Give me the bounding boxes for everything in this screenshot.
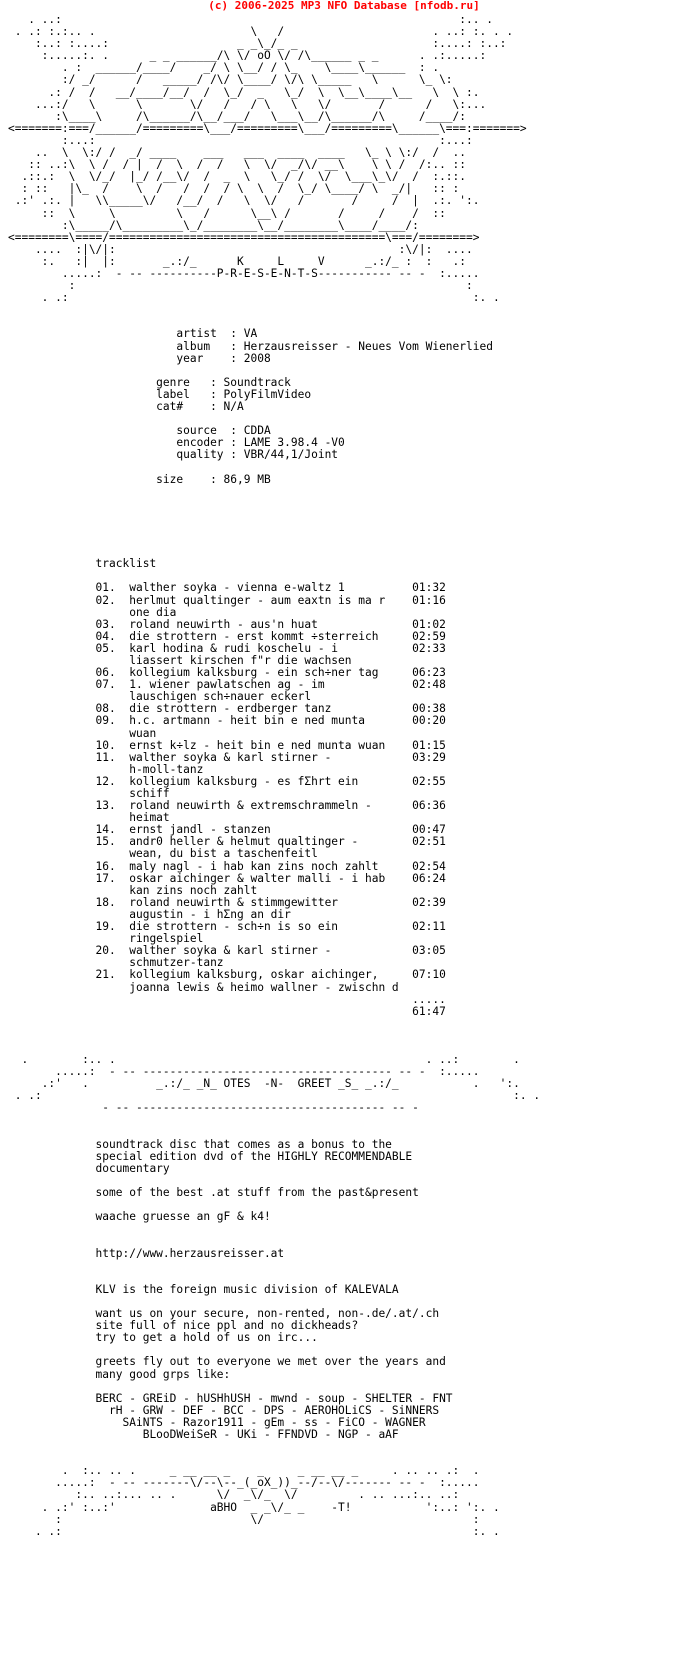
nfo-line: .. \ \:/ / _/ ____ ___ ___ ____ ____ \_ \ \:/ / .. xyxy=(8,146,467,160)
nfo-line: documentary xyxy=(8,1161,170,1175)
nfo-line: :.....:. . _ _ ______/\ \/ oO \/ /\______ _ _ . .:.....: xyxy=(8,49,487,63)
nfo-line: lauschigen sch÷nauer eckerl xyxy=(8,690,312,704)
nfo-line: schiff xyxy=(8,787,170,800)
nfo-line: : : xyxy=(8,279,473,293)
nfo-line xyxy=(8,1018,540,1030)
nfo-line: special edition dvd of the HIGHLY RECOMMENDABLE xyxy=(8,1149,413,1163)
nfo-line: . .: :. . xyxy=(8,1089,541,1103)
nfo-line: 21. kollegium kalksburg, oskar aichinger, 07:10 xyxy=(8,968,446,982)
nfo-line: :. :| |: _.:/_ K L V _.:/_ : : .: xyxy=(8,254,467,268)
nfo-line: .....: - -- ----------P-R-E-S-E-N-T-S----------- -- - :..... xyxy=(8,266,480,280)
nfo-line xyxy=(8,1235,540,1247)
nfo-line: album : Herzausreisser - Neues Vom Wienerlied xyxy=(8,339,493,353)
nfo-line: 15. andr0 heller & helmut qualtinger - 02:51 xyxy=(8,835,446,849)
nfo-line: <=======:===/______/=========\___/=========\___/=========\______\===:=======> xyxy=(8,121,527,135)
nfo-line: joanna lewis & heimo wallner - zwischn d xyxy=(8,980,399,994)
nfo-line: liassert kirschen f"r die wachsen xyxy=(8,653,352,667)
nfo-line: SAiNTS - Razor1911 - gEm - ss - FiCO - WAGNER xyxy=(8,1415,426,1429)
nfo-line: 12. kollegium kalksburg - es fΣhrt ein 02:55 xyxy=(8,774,446,788)
nfo-line xyxy=(8,1127,540,1139)
nfo-text xyxy=(8,14,540,1538)
nfo-line: kan zins noch zahlt xyxy=(8,883,258,897)
nfo-line: 18. roland neuwirth & stimmgewitter 02:39 xyxy=(8,895,446,909)
nfo-line: ringelspiel xyxy=(8,932,204,946)
nfo-line xyxy=(8,498,540,510)
nfo-line xyxy=(8,1115,540,1127)
nfo-line xyxy=(8,1441,540,1453)
nfo-line: . :.. .. . _ __ __ _ _ _ __ __ _ . .. .. .: . xyxy=(8,1464,480,1478)
nfo-line: 11. walther soyka & karl stirner - 03:29 xyxy=(8,750,446,764)
nfo-line: wuan xyxy=(8,726,157,740)
nfo-line: try to get a hold of us on irc... xyxy=(8,1331,318,1345)
nfo-line: . .:' :..:' aBHO _ _\/_ _ -T! ':..: ':. . xyxy=(8,1500,500,1514)
nfo-line: :.. ..:... .. . \/ _\/_ \/ . .. ...:.. ..: xyxy=(8,1488,460,1502)
nfo-line: rH - GRW - DEF - BCC - DPS - AEROHOLiCS - SiNNERS xyxy=(8,1403,440,1417)
nfo-line: . :.. . . ..: . xyxy=(8,1053,520,1067)
nfo-line xyxy=(8,510,540,522)
nfo-line: http://www.herzausreisser.at xyxy=(8,1246,285,1260)
nfo-line: :\____\ /\______/\__/___/ \___\__/\______/\ /____/: xyxy=(8,109,467,123)
nfo-line: label : PolyFilmVideo xyxy=(8,387,312,401)
nfo-line xyxy=(8,304,540,316)
nfo-line: BLooDWeiSeR - UKi - FFNDVD - NGP - aAF xyxy=(8,1427,399,1441)
nfo-line: wean, du bist a taschenfeitl xyxy=(8,847,318,861)
nfo-line: . : ______/____/ _/ \ \__/ / \_ \____\______ : . xyxy=(8,61,440,75)
nfo-line: 04. die strottern - erst kommt ÷sterreich 02:59 xyxy=(8,629,446,643)
nfo-line xyxy=(8,1030,540,1042)
nfo-line: tracklist xyxy=(8,557,157,571)
nfo-line xyxy=(8,1223,540,1235)
nfo-line: one dia xyxy=(8,605,177,619)
nfo-line: augustin - i hΣng an dir xyxy=(8,907,291,921)
nfo-line: : :: |\_ / \ / / / / \ \ / \_/ \____/ \ _/| :: : xyxy=(8,182,460,196)
nfo-line: .:' .:. | \\_____\/ /__/ / \ \/ / / / | .:. ':. xyxy=(8,194,480,208)
nfo-line: . .: :. . xyxy=(8,291,500,305)
nfo-line: cat# : N/A xyxy=(8,400,244,413)
nfo-line xyxy=(8,534,540,546)
nfo-line: - -- ------------------------------------- -- - xyxy=(8,1101,419,1115)
nfo-line: .::.: \ \/_/ |_/ /__\/ / _ \ \_/ / \/ \___\_\/ / :.::. xyxy=(8,170,467,184)
nfo-line xyxy=(8,486,540,498)
nfo-line: 13. roland neuwirth & extremschrammeln - 06:36 xyxy=(8,799,446,813)
nfo-line: 10. ernst k÷lz - heit bin e ned munta wuan 01:15 xyxy=(8,738,446,752)
nfo-line: <========\====/=========================================\===/========> xyxy=(8,230,480,244)
nfo-line: 03. roland neuwirth - aus'n huat 01:02 xyxy=(8,617,446,631)
nfo-line: . .: :.:.. . \ / . ..: :. . . xyxy=(8,25,514,39)
nfo-line: :: \ \ \ / \__\ / / / / :: xyxy=(8,206,446,220)
nfo-line: 06. kollegium kalksburg - ein sch÷ner tag 06:23 xyxy=(8,666,446,680)
nfo-line xyxy=(8,1381,540,1393)
nfo-line: 17. oskar aichinger & walter malli - i hab 06:24 xyxy=(8,871,446,885)
nfo-line: :: ..:\ \ / / | / \ / / \ \/ _/\/ __\ \ \ / /:.. :: xyxy=(8,158,467,172)
nfo-line: .....: - -- ------------------------------------- -- - :..... xyxy=(8,1065,480,1079)
nfo-line xyxy=(8,365,540,377)
nfo-line: . .: :. . xyxy=(8,1524,500,1538)
nfo-line: genre : Soundtrack xyxy=(8,375,291,389)
nfo-line: . ..: :.. . xyxy=(8,13,493,26)
nfo-line xyxy=(8,1260,540,1272)
nfo-line: 02. herlmut qualtinger - aum eaxtn is ma r 01:16 xyxy=(8,593,446,607)
nfo-line: :..: :....: _ _\_/_ _ :....: :..: xyxy=(8,37,507,51)
nfo-line: .: / / __/____/__/ / \_/ _ \_/ \ \__\____\__ \ \ :. xyxy=(8,85,480,99)
nfo-line: waache gruesse an gF & k4! xyxy=(8,1210,271,1224)
nfo-line: greets fly out to everyone we met over the years and xyxy=(8,1355,446,1369)
site-header: (c) 2006-2025 MP3 NFO Database [nfodb.ru] xyxy=(208,0,480,12)
nfo-line: heimat xyxy=(8,811,170,825)
nfo-line: .:' . _.:/_ _N_ OTES -N- GREET _S_ _.:/_ . ':. xyxy=(8,1077,520,1091)
nfo-line: :\_____/\_________\_/________\__/________\____/____/: xyxy=(8,218,419,232)
nfo-line: want us on your secure, non-rented, non-.de/.at/.ch xyxy=(8,1307,440,1321)
nfo-line: size : 86,9 MB xyxy=(8,472,271,486)
nfo-line: 19. die strottern - sch÷n is so ein 02:11 xyxy=(8,920,446,934)
nfo-line: 09. h.c. artmann - heit bin e ned munta 00:20 xyxy=(8,714,446,728)
nfo-line: KLV is the foreign music division of KALEVALA xyxy=(8,1282,399,1296)
nfo-line: : \/ : xyxy=(8,1512,480,1526)
nfo-line: source : CDDA xyxy=(8,424,271,438)
nfo-line xyxy=(8,522,540,534)
nfo-line: 20. walther soyka & karl stirner - 03:05 xyxy=(8,944,446,958)
nfo-line: h-moll-tanz xyxy=(8,762,204,776)
nfo-line: some of the best .at stuff from the past&present xyxy=(8,1186,419,1200)
nfo-line: 01. walther soyka - vienna e-waltz 1 01:32 xyxy=(8,581,446,595)
nfo-line: 05. karl hodina & rudi koschelu - i 02:33 xyxy=(8,641,446,655)
nfo-line: site full of nice ppl and no dickheads? xyxy=(8,1319,359,1333)
nfo-line: schmutzer-tanz xyxy=(8,956,224,970)
nfo-line: 08. die strottern - erdberger tanz 00:38 xyxy=(8,702,446,716)
nfo-line: :...: :...: xyxy=(8,133,473,147)
nfo-line: many good grps like: xyxy=(8,1367,231,1381)
nfo-line: encoder : LAME 3.98.4 -V0 xyxy=(8,436,345,450)
nfo-line: 16. maly nagl - i hab kan zins noch zahlt 02:54 xyxy=(8,859,446,873)
nfo-line: .....: - -- -------\/--\--_(_oX_))_--/--\/------- -- - :..... xyxy=(8,1476,480,1490)
nfo-line: soundtrack disc that comes as a bonus to the xyxy=(8,1137,392,1151)
nfo-line: artist : VA xyxy=(8,327,258,341)
nfo-line xyxy=(8,461,540,473)
nfo-line: .... :|\/|: :\/|: .... xyxy=(8,242,473,256)
nfo-line: BERC - GREiD - hUSHhUSH - mwnd - soup - SHELTER - FNT xyxy=(8,1391,453,1405)
nfo-line: 61:47 xyxy=(8,1004,446,1018)
nfo-line: quality : VBR/44,1/Joint xyxy=(8,448,339,462)
nfo-line: year : 2008 xyxy=(8,351,271,365)
nfo-line: ...:/ \ \ \/ / / \ \ \/ / / \:... xyxy=(8,97,487,111)
nfo-line: 07. 1. wiener pawlatschen ag - im 02:48 xyxy=(8,678,446,692)
nfo-line: :/ _/ / _____/ /\/ \____/ \/\ \_____ \ \_ \: xyxy=(8,73,453,87)
nfo-line: ..... xyxy=(8,992,446,1006)
nfo-line: 14. ernst jandl - stanzen 00:47 xyxy=(8,823,446,837)
